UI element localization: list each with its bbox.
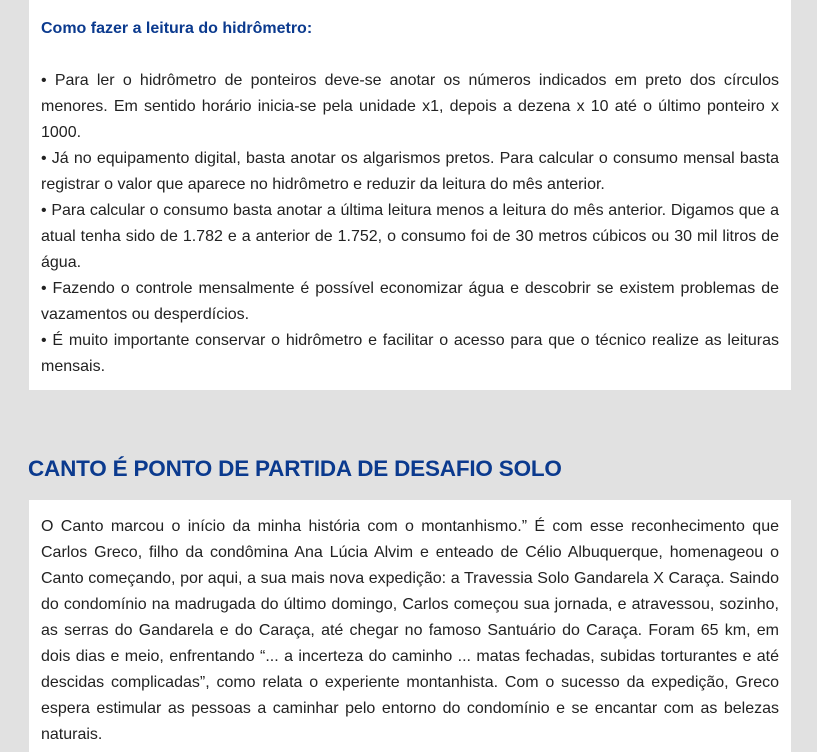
article-title: CANTO É PONTO DE PARTIDA DE DESAFIO SOLO (28, 456, 562, 481)
article-card (29, 500, 791, 752)
reading-item-3: • Para calcular o consumo basta anotar a última leitura menos a leitura do mês anterior. Digamos que a atual tenha sido de 1.782 e a anterior de 1.752, o consumo foi de 30 metros cúbicos ou 30 mil litros de água. (41, 202, 779, 271)
reading-item-2: • Já no equipamento digital, basta anotar os algarismos pretos. Para calcular o consumo mensal basta registrar o valor que aparece no hidrômetro e reduzir da leitura do mês anterior. (41, 150, 779, 193)
hydrometer-reading-card (29, 0, 791, 390)
reading-item-4: • Fazendo o controle mensalmente é possível economizar água e descobrir se existem problemas de vazamentos ou desperdícios. (41, 280, 779, 323)
reading-item-1: • Para ler o hidrômetro de ponteiros deve-se anotar os números indicados em preto dos círculos menores. Em sentido horário inicia-se pela unidade x1, depois a dezena x 10 até o último ponteiro x 1000. (41, 72, 779, 141)
hydrometer-reading-heading: Como fazer a leitura do hidrômetro: (41, 20, 313, 37)
reading-item-5: • É muito importante conservar o hidrômetro e facilitar o acesso para que o técnico realize as leituras mensais. (41, 332, 779, 375)
article-body: O Canto marcou o início da minha história com o montanhismo.” É com esse reconhecimento que Carlos Greco, filho da condômina Ana Lúcia Alvim e enteado de Célio Albuquerque, homenageou o Canto começando, por aqui, a sua mais nova expedição: a Travessia Solo Gandarela X Caraça. Saindo do condomínio na madrugada do último domingo, Carlos começou sua jornada, e atravessou, sozinho, as serras do Gandarela e do Caraça, até chegar no famoso Santuário do Caraça. Foram 65 km, em dois dias e meio, enfrentando “... a incerteza do caminho ... matas fechadas, subidas torturantes e até descidas complicadas”, como relata o experiente montanhista. Com o sucesso da expedição, Greco espera estimular as pessoas a caminhar pelo entorno do condomínio e se encantar com as belezas naturais. (41, 518, 779, 743)
